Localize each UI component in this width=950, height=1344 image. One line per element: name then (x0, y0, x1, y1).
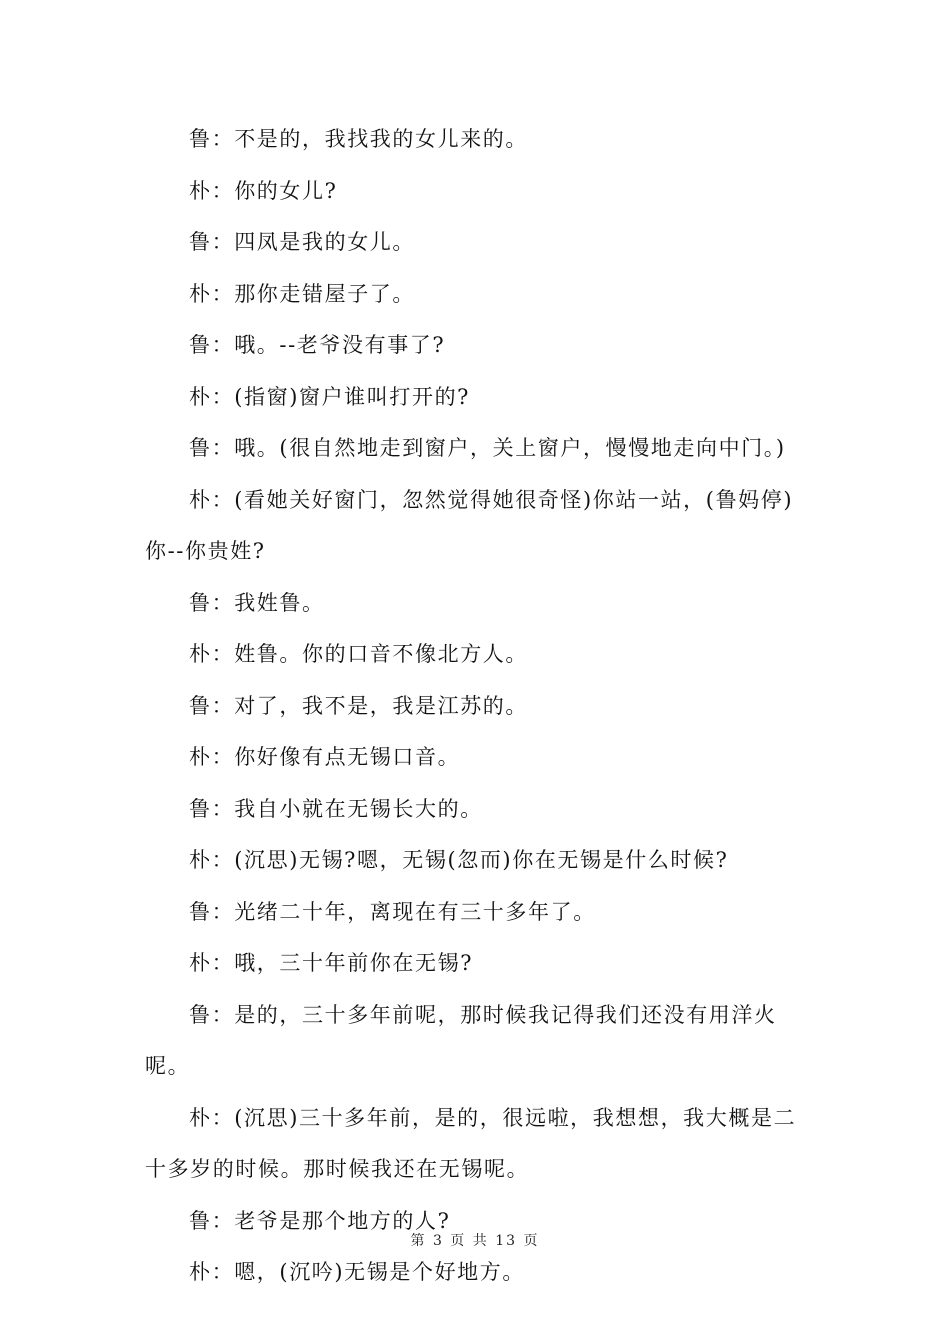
dialogue-line: 朴：(沉思)无锡?嗯，无锡(忽而)你在无锡是什么时候? (189, 848, 729, 872)
dialogue-line: 朴：你好像有点无锡口音。 (189, 745, 461, 769)
page-footer: 第 3 页 共 13 页 (410, 1233, 540, 1249)
dialogue-line: 朴：姓鲁。你的口音不像北方人。 (189, 642, 528, 666)
dialogue-line: 朴：你的女儿? (189, 178, 338, 203)
dialogue-line: 朴：(看她关好窗门，忽然觉得她很奇怪)你站一站，(鲁妈停)你--你贵姓? (145, 487, 794, 563)
dialogue-line: 鲁：哦。--老爷没有事了? (189, 333, 446, 357)
dialogue-line: 鲁：哦。(很自然地走到窗户，关上窗户，慢慢地走向中门。) (189, 436, 786, 460)
dialogue-line: 鲁：我自小就在无锡长大的。 (189, 796, 483, 821)
dialogue-line: 朴：那你走错屋子了。 (189, 281, 415, 306)
script-body (145, 114, 813, 1299)
dialogue-line: 鲁：不是的，我找我的女儿来的。 (189, 127, 528, 151)
dialogue-line: 朴：(沉思)三十多年前，是的，很远啦，我想想，我大概是二十多岁的时候。那时候我还在无锡呢。 (145, 1105, 797, 1181)
dialogue-line: 鲁：我姓鲁。 (189, 590, 325, 615)
dialogue-line: 鲁：是的，三十多年前呢，那时候我记得我们还没有用洋火呢。 (145, 1002, 777, 1078)
dialogue-line: 鲁：四凤是我的女儿。 (189, 230, 415, 254)
dialogue-line: 鲁：光绪二十年，离现在有三十多年了。 (189, 899, 596, 924)
dialogue-line: 鲁：老爷是那个地方的人? (189, 1208, 451, 1233)
dialogue-line: 鲁：对了，我不是，我是江苏的。 (189, 693, 528, 718)
dialogue-line: 朴：嗯，(沉吟)无锡是个好地方。 (189, 1260, 525, 1284)
dialogue-line: 朴：(指窗)窗户谁叫打开的? (189, 384, 471, 409)
dialogue-line: 朴：哦，三十年前你在无锡? (189, 951, 474, 975)
